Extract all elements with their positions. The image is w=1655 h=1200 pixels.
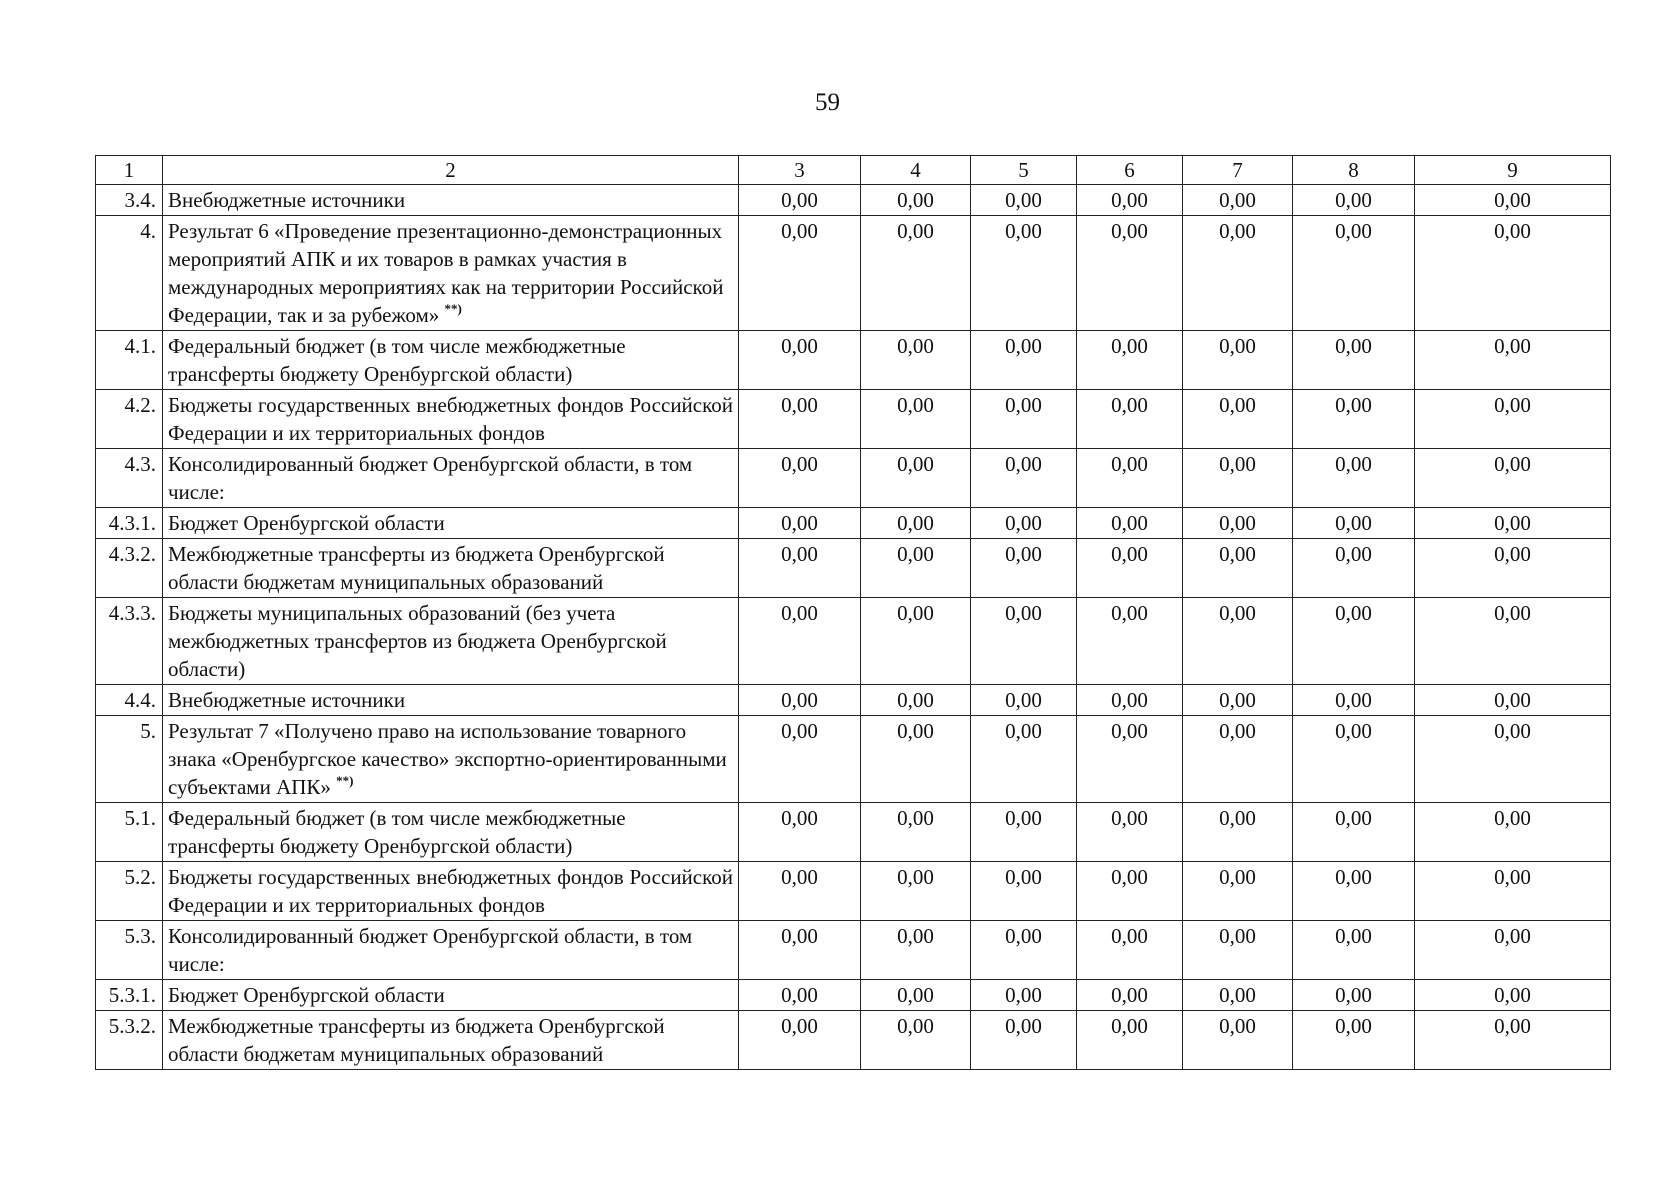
value-cell: 0,00 (739, 449, 861, 508)
value-cell: 0,00 (1415, 862, 1611, 921)
value-cell: 0,00 (739, 539, 861, 598)
table-row (96, 685, 1611, 716)
row-label-text: Бюджет Оренбургской области (168, 511, 445, 535)
row-number: 4.3.1. (96, 508, 163, 539)
value-cell: 0,00 (1293, 185, 1415, 216)
value-cell: 0,00 (1077, 508, 1183, 539)
value-cell: 0,00 (1415, 539, 1611, 598)
footnote-marker: **) (336, 773, 354, 788)
value-cell: 0,00 (1183, 921, 1293, 980)
row-label (163, 390, 739, 449)
value-cell: 0,00 (1293, 216, 1415, 331)
value-cell: 0,00 (739, 216, 861, 331)
row-number: 5.3.1. (96, 980, 163, 1011)
value-cell: 0,00 (1415, 716, 1611, 803)
value-cell: 0,00 (861, 1011, 971, 1070)
value-cell: 0,00 (1077, 685, 1183, 716)
value-cell: 0,00 (1293, 716, 1415, 803)
value-cell: 0,00 (1077, 216, 1183, 331)
value-cell: 0,00 (1415, 449, 1611, 508)
row-label (163, 803, 739, 862)
value-cell: 0,00 (971, 862, 1077, 921)
value-cell: 0,00 (1183, 216, 1293, 331)
column-header: 5 (971, 156, 1077, 185)
column-header: 3 (739, 156, 861, 185)
row-label (163, 685, 739, 716)
value-cell: 0,00 (971, 716, 1077, 803)
budget-table (95, 155, 1611, 1070)
value-cell: 0,00 (971, 685, 1077, 716)
value-cell: 0,00 (971, 980, 1077, 1011)
value-cell: 0,00 (861, 508, 971, 539)
row-label-text: Бюджет Оренбургской области (168, 983, 445, 1007)
column-header: 6 (1077, 156, 1183, 185)
value-cell: 0,00 (861, 390, 971, 449)
row-label-text: Федеральный бюджет (в том числе межбюджетные трансферты бюджету Оренбургской области) (168, 806, 626, 858)
row-label-text: Результат 7 «Получено право на использование товарного знака «Оренбургское качество» экспортно-ориентированными субъектами АПК» (168, 719, 727, 799)
value-cell: 0,00 (971, 1011, 1077, 1070)
value-cell: 0,00 (1183, 539, 1293, 598)
value-cell: 0,00 (861, 539, 971, 598)
value-cell: 0,00 (1183, 449, 1293, 508)
value-cell: 0,00 (1415, 980, 1611, 1011)
value-cell: 0,00 (861, 331, 971, 390)
value-cell: 0,00 (1077, 862, 1183, 921)
value-cell: 0,00 (1077, 449, 1183, 508)
value-cell: 0,00 (739, 980, 861, 1011)
value-cell: 0,00 (739, 921, 861, 980)
row-number: 5.3.2. (96, 1011, 163, 1070)
row-number: 3.4. (96, 185, 163, 216)
row-label (163, 921, 739, 980)
value-cell: 0,00 (1415, 331, 1611, 390)
row-label (163, 716, 739, 803)
row-label (163, 216, 739, 331)
table-row (96, 185, 1611, 216)
column-header: 4 (861, 156, 971, 185)
value-cell: 0,00 (971, 803, 1077, 862)
row-label-text: Межбюджетные трансферты из бюджета Оренбургской области бюджетам муниципальных образований (168, 542, 665, 594)
value-cell: 0,00 (1077, 921, 1183, 980)
row-label-text: Бюджеты государственных внебюджетных фондов Российской Федерации и их территориальных фондов (168, 865, 733, 917)
column-header: 1 (96, 156, 163, 185)
value-cell: 0,00 (1077, 598, 1183, 685)
row-label (163, 508, 739, 539)
value-cell: 0,00 (1183, 1011, 1293, 1070)
row-label (163, 185, 739, 216)
table-row (96, 539, 1611, 598)
value-cell: 0,00 (1293, 1011, 1415, 1070)
value-cell: 0,00 (971, 185, 1077, 216)
value-cell: 0,00 (861, 598, 971, 685)
value-cell: 0,00 (1183, 508, 1293, 539)
value-cell: 0,00 (861, 185, 971, 216)
value-cell: 0,00 (1293, 980, 1415, 1011)
value-cell: 0,00 (1183, 390, 1293, 449)
table-row (96, 390, 1611, 449)
value-cell: 0,00 (861, 862, 971, 921)
value-cell: 0,00 (1077, 803, 1183, 862)
row-label-text: Внебюджетные источники (168, 188, 406, 212)
table-row (96, 980, 1611, 1011)
column-header: 9 (1415, 156, 1611, 185)
row-label-text: Консолидированный бюджет Оренбургской области, в том числе: (168, 452, 693, 504)
value-cell: 0,00 (1183, 862, 1293, 921)
value-cell: 0,00 (971, 508, 1077, 539)
table-row (96, 331, 1611, 390)
column-header: 2 (163, 156, 739, 185)
value-cell: 0,00 (861, 449, 971, 508)
value-cell: 0,00 (971, 921, 1077, 980)
value-cell: 0,00 (739, 390, 861, 449)
value-cell: 0,00 (739, 598, 861, 685)
value-cell: 0,00 (1183, 331, 1293, 390)
value-cell: 0,00 (1077, 331, 1183, 390)
row-number: 4.3. (96, 449, 163, 508)
value-cell: 0,00 (971, 539, 1077, 598)
value-cell: 0,00 (739, 1011, 861, 1070)
row-number: 4.3.3. (96, 598, 163, 685)
row-label (163, 539, 739, 598)
value-cell: 0,00 (1415, 185, 1611, 216)
page-number: 59 (815, 89, 840, 116)
row-number: 4.3.2. (96, 539, 163, 598)
value-cell: 0,00 (1183, 803, 1293, 862)
row-label-text: Бюджеты государственных внебюджетных фондов Российской Федерации и их территориальных фондов (168, 393, 733, 445)
row-label (163, 331, 739, 390)
value-cell: 0,00 (1293, 803, 1415, 862)
row-label-text: Консолидированный бюджет Оренбургской области, в том числе: (168, 924, 693, 976)
table-row (96, 862, 1611, 921)
value-cell: 0,00 (739, 185, 861, 216)
value-cell: 0,00 (1183, 980, 1293, 1011)
value-cell: 0,00 (971, 390, 1077, 449)
row-label (163, 980, 739, 1011)
value-cell: 0,00 (1415, 508, 1611, 539)
value-cell: 0,00 (1415, 921, 1611, 980)
value-cell: 0,00 (861, 980, 971, 1011)
value-cell: 0,00 (1183, 716, 1293, 803)
value-cell: 0,00 (739, 716, 861, 803)
value-cell: 0,00 (1183, 685, 1293, 716)
value-cell: 0,00 (1077, 980, 1183, 1011)
row-number: 5.3. (96, 921, 163, 980)
value-cell: 0,00 (971, 598, 1077, 685)
row-number: 4. (96, 216, 163, 331)
value-cell: 0,00 (971, 449, 1077, 508)
value-cell: 0,00 (739, 685, 861, 716)
value-cell: 0,00 (971, 216, 1077, 331)
value-cell: 0,00 (1183, 185, 1293, 216)
value-cell: 0,00 (1415, 685, 1611, 716)
value-cell: 0,00 (1183, 598, 1293, 685)
column-header: 8 (1293, 156, 1415, 185)
value-cell: 0,00 (1293, 921, 1415, 980)
value-cell: 0,00 (739, 508, 861, 539)
value-cell: 0,00 (739, 803, 861, 862)
value-cell: 0,00 (1415, 216, 1611, 331)
value-cell: 0,00 (1293, 685, 1415, 716)
table-row (96, 921, 1611, 980)
value-cell: 0,00 (1293, 449, 1415, 508)
value-cell: 0,00 (1077, 185, 1183, 216)
row-number: 5. (96, 716, 163, 803)
value-cell: 0,00 (1293, 862, 1415, 921)
row-label-text: Федеральный бюджет (в том числе межбюджетные трансферты бюджету Оренбургской области) (168, 334, 626, 386)
value-cell: 0,00 (1415, 1011, 1611, 1070)
value-cell: 0,00 (1293, 598, 1415, 685)
value-cell: 0,00 (1293, 508, 1415, 539)
column-header: 7 (1183, 156, 1293, 185)
row-number: 4.4. (96, 685, 163, 716)
value-cell: 0,00 (861, 803, 971, 862)
value-cell: 0,00 (971, 331, 1077, 390)
value-cell: 0,00 (861, 921, 971, 980)
column-number-row (96, 156, 1611, 185)
table-row (96, 508, 1611, 539)
table-row (96, 716, 1611, 803)
row-number: 4.2. (96, 390, 163, 449)
value-cell: 0,00 (1077, 539, 1183, 598)
table-row (96, 598, 1611, 685)
row-label (163, 598, 739, 685)
table-row (96, 1011, 1611, 1070)
value-cell: 0,00 (861, 216, 971, 331)
value-cell: 0,00 (1415, 598, 1611, 685)
value-cell: 0,00 (739, 331, 861, 390)
row-label-text: Внебюджетные источники (168, 688, 406, 712)
row-label-text: Бюджеты муниципальных образований (без учета межбюджетных трансфертов из бюджета Оренбургской области) (168, 601, 667, 681)
value-cell: 0,00 (861, 716, 971, 803)
row-number: 4.1. (96, 331, 163, 390)
row-label (163, 449, 739, 508)
value-cell: 0,00 (1293, 390, 1415, 449)
value-cell: 0,00 (861, 685, 971, 716)
row-label-text: Результат 6 «Проведение презентационно-демонстрационных мероприятий АПК и их товаров в рамках участия в международных мероприятиях как на территории Российской Федерации, так и за рубежом» (168, 219, 724, 327)
value-cell: 0,00 (1415, 390, 1611, 449)
table-row (96, 216, 1611, 331)
value-cell: 0,00 (1077, 390, 1183, 449)
row-label-text: Межбюджетные трансферты из бюджета Оренбургской области бюджетам муниципальных образований (168, 1014, 665, 1066)
value-cell: 0,00 (1077, 1011, 1183, 1070)
value-cell: 0,00 (1293, 331, 1415, 390)
row-number: 5.2. (96, 862, 163, 921)
row-label (163, 1011, 739, 1070)
value-cell: 0,00 (739, 862, 861, 921)
value-cell: 0,00 (1293, 539, 1415, 598)
value-cell: 0,00 (1077, 716, 1183, 803)
table-body (96, 156, 1611, 1070)
row-label (163, 862, 739, 921)
row-number: 5.1. (96, 803, 163, 862)
table-row (96, 803, 1611, 862)
table-row (96, 449, 1611, 508)
footnote-marker: **) (444, 301, 462, 316)
value-cell: 0,00 (1415, 803, 1611, 862)
